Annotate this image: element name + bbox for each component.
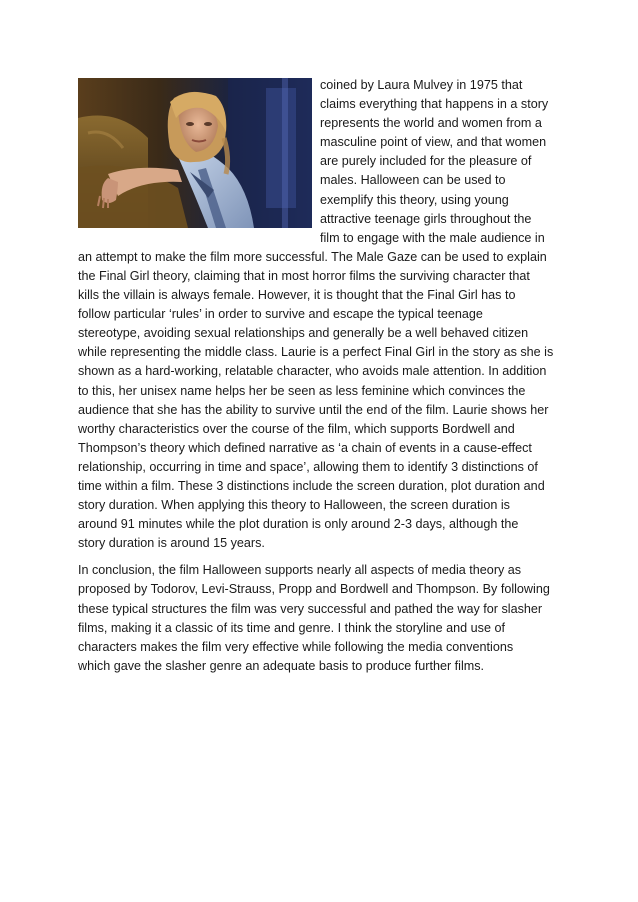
film-still-illustration — [78, 78, 312, 228]
essay-body — [78, 76, 568, 676]
text-line: worthy characteristics over the course of the film, which supports Bordwell and — [78, 421, 515, 436]
text-line: follow particular ‘rules’ in order to survive and escape the typical teenage — [78, 307, 483, 322]
text-line: exemplify this theory, using young — [320, 192, 509, 207]
text-line: masculine point of view, and that women — [320, 135, 547, 150]
text-line: which gave the slasher genre an adequate basis to produce further films. — [78, 658, 485, 673]
text-line: kills the villain is always female. However, it is thought that the Final Girl has to — [78, 288, 516, 303]
text-line: Thompson’s theory which defined narrative as ‘a chain of events in a cause-effect — [78, 440, 532, 455]
text-line: these typical structures the film was very successful and pathed the way for slasher — [78, 601, 543, 616]
film-still-image — [78, 78, 312, 228]
text-line: relationship, occurring in time and space’, allowing them to identify 3 distinctions of — [78, 459, 538, 474]
text-line: time within a film. These 3 distinctions include the screen duration, plot duration and — [78, 478, 545, 493]
text-line: to this, her unisex name helps her be seen as less feminine which convinces the — [78, 383, 526, 398]
text-line: In conclusion, the film Halloween supports nearly all aspects of media theory as — [78, 563, 522, 578]
text-line: audience that she has the ability to survive until the end of the film. Laurie shows her — [78, 402, 549, 417]
text-line: an attempt to make the film more successful. The Male Gaze can be used to explain — [78, 249, 547, 264]
text-line: shown as a hard-working, relatable character, who avoids male attention. In addition — [78, 364, 547, 379]
text-line: film to engage with the male audience in — [320, 230, 545, 245]
text-line: films, making it a classic of its time and genre. I think the storyline and use of — [78, 620, 505, 635]
text-line: represents the world and women from a — [320, 116, 542, 131]
text-line: while representing the middle class. Laurie is a perfect Final Girl in the story as she is — [78, 345, 554, 360]
text-line: are purely included for the pleasure of — [320, 154, 532, 169]
paragraph-2 — [78, 561, 568, 676]
text-line: attractive teenage girls throughout the — [320, 211, 532, 226]
text-line: males. Halloween can be used to — [320, 173, 506, 188]
text-line: characters makes the film very effective while following the media conventions — [78, 639, 514, 654]
text-line: claims everything that happens in a story — [320, 97, 549, 112]
text-line: story duration. When applying this theory to Halloween, the screen duration is — [78, 498, 510, 513]
text-line: coined by Laura Mulvey in 1975 that — [320, 78, 523, 92]
text-line: the Final Girl theory, claiming that in most horror films the surviving character that — [78, 268, 530, 283]
text-line: story duration is around 15 years. — [78, 536, 265, 551]
text-line: around 91 minutes while the plot duration is only around 2-3 days, although the — [78, 517, 519, 532]
text-line: proposed by Todorov, Levi-Strauss, Propp and Bordwell and Thompson. By following — [78, 582, 550, 597]
text-line: stereotype, avoiding sexual relationships and generally be a well behaved citizen — [78, 326, 529, 341]
